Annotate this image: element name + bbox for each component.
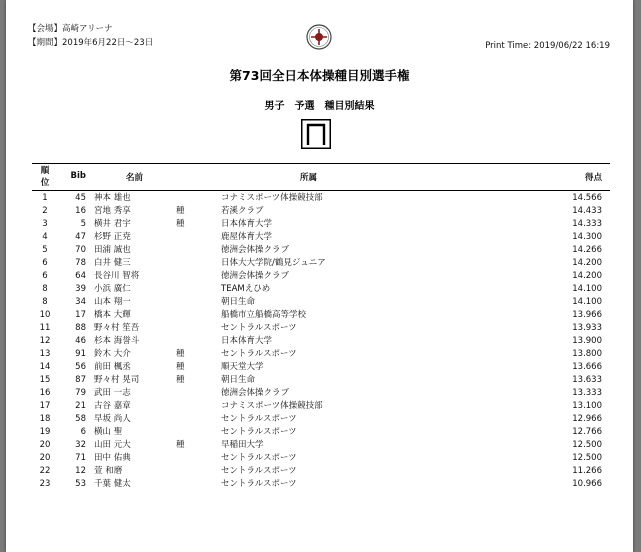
athlete-name: 千葉 健太 (94, 479, 131, 489)
score-cell: 13.900 (572, 336, 602, 346)
rank-header (32, 165, 58, 189)
rank-cell: 6 (42, 271, 48, 281)
score-cell: 14.566 (572, 193, 602, 203)
bib-cell: 78 (75, 258, 86, 268)
team-name: 徳洲会体操クラブ (221, 245, 290, 255)
score-cell: 14.200 (572, 258, 602, 268)
team-name: 日本体育大学 (221, 336, 273, 346)
rank-cell: 12 (39, 336, 51, 346)
bib-cell: 47 (75, 232, 86, 242)
athlete-name: 前田 楓丞 (94, 362, 131, 372)
rank-cell: 10 (39, 310, 51, 320)
rank-cell: 2 (42, 206, 48, 216)
rank-cell: 15 (39, 375, 51, 385)
team-name: TEAMえひめ (221, 284, 271, 294)
athlete-name: 早坂 尚人 (94, 414, 131, 424)
score-cell: 12.966 (572, 414, 602, 424)
page-title: 第73回全日本体操種目別選手権 (229, 68, 410, 83)
table-row (32, 426, 610, 439)
team-name: 船橋市立船橋高等学校 (221, 310, 307, 320)
table-row (32, 244, 610, 257)
athlete-name: 橋本 大輝 (94, 310, 131, 320)
score-cell: 12.766 (572, 427, 602, 437)
team-name: セントラルスポーツ (221, 414, 297, 424)
athlete-name: 小浜 廣仁 (94, 284, 131, 294)
table-row (32, 231, 610, 244)
bib-cell: 64 (75, 271, 86, 281)
table-row (32, 296, 610, 309)
score-cell: 13.933 (572, 323, 602, 333)
table-row (32, 257, 610, 270)
federation-logo-icon (306, 24, 332, 50)
team-name: 徳洲会体操クラブ (221, 388, 290, 398)
team-name: セントラルスポーツ (221, 349, 297, 359)
score-cell: 13.100 (572, 401, 602, 411)
athlete-name: 古谷 嘉章 (94, 401, 131, 411)
table-header (32, 163, 610, 191)
athlete-name: 武田 一志 (94, 388, 131, 398)
event-specialist-mark: 種 (176, 206, 185, 216)
score-cell: 10.966 (572, 479, 602, 489)
rank-cell: 5 (42, 245, 48, 255)
score-cell: 14.266 (572, 245, 602, 255)
rank-cell: 4 (42, 232, 48, 242)
rank-header-line2: 位 (40, 178, 50, 188)
team-name: セントラルスポーツ (221, 427, 297, 437)
results-body (32, 191, 610, 491)
table-row (32, 192, 610, 205)
rank-cell: 6 (42, 258, 48, 268)
rank-cell: 1 (42, 193, 48, 203)
bib-cell: 39 (75, 284, 86, 294)
athlete-name: 宮地 秀享 (94, 206, 131, 216)
athlete-name: 長谷川 智将 (94, 271, 140, 281)
table-row (32, 335, 610, 348)
team-name: セントラルスポーツ (221, 323, 297, 333)
venue-name: 高崎アリーナ (62, 24, 113, 34)
athlete-name: 神本 雄也 (94, 193, 131, 203)
rank-cell: 20 (39, 440, 51, 450)
team-name: 早稲田大学 (221, 440, 264, 450)
results-sheet (6, 0, 633, 552)
rank-cell: 8 (42, 284, 48, 294)
score-cell: 12.500 (572, 453, 602, 463)
table-row (32, 387, 610, 400)
table-row (32, 374, 610, 387)
score-header: 得点 (584, 173, 602, 183)
table-row (32, 322, 610, 335)
bib-cell: 32 (75, 440, 86, 450)
table-row (32, 205, 610, 218)
bib-cell: 17 (75, 310, 86, 320)
team-name: 日本体育大学 (221, 219, 273, 229)
team-name: 朝日生命 (221, 297, 256, 307)
table-row (32, 439, 610, 452)
bib-cell: 56 (75, 362, 86, 372)
event-specialist-mark: 種 (176, 375, 185, 385)
athlete-name: 白井 健三 (94, 258, 131, 268)
rank-cell: 18 (39, 414, 51, 424)
score-cell: 14.200 (572, 271, 602, 281)
bib-cell: 91 (75, 349, 86, 359)
bib-cell: 12 (75, 466, 86, 476)
bib-cell: 58 (75, 414, 86, 424)
team-name: セントラルスポーツ (221, 479, 297, 489)
score-cell: 13.800 (572, 349, 602, 359)
athlete-name: 田浦 誠也 (94, 245, 131, 255)
period-line (28, 36, 153, 50)
score-cell: 13.333 (572, 388, 602, 398)
print-time: Print Time: 2019/06/22 16:19 (485, 41, 610, 51)
score-cell: 13.666 (572, 362, 602, 372)
table-row (32, 478, 610, 491)
event-specialist-mark: 種 (176, 349, 185, 359)
team-name: 日体大大学院/鶴見ジュニア (221, 258, 326, 268)
rank-cell: 13 (39, 349, 51, 359)
rank-cell: 8 (42, 297, 48, 307)
rank-cell: 11 (39, 323, 51, 333)
event-info (28, 22, 153, 50)
team-name: 鹿屋体育大学 (221, 232, 273, 242)
team-name: 朝日生命 (221, 375, 256, 385)
athlete-name: 山本 翔一 (94, 297, 131, 307)
page-subtitle: 男子 予選 種目別結果 (264, 101, 375, 112)
athlete-name: 野々村 笙吾 (94, 323, 140, 333)
bib-header: Bib (70, 171, 86, 181)
bib-cell: 21 (75, 401, 86, 411)
rank-cell: 19 (39, 427, 51, 437)
rank-cell: 20 (39, 453, 51, 463)
table-row (32, 309, 610, 322)
athlete-name: 杉野 正尭 (94, 232, 131, 242)
event-specialist-mark: 種 (176, 219, 185, 229)
rank-cell: 23 (39, 479, 51, 489)
table-row (32, 361, 610, 374)
athlete-name: 山田 元大 (94, 440, 131, 450)
results-table (32, 163, 610, 491)
event-specialist-mark: 種 (176, 440, 185, 450)
high-bar-apparatus-icon (301, 119, 331, 149)
athlete-name: 杉本 海誉斗 (94, 336, 140, 346)
rank-cell: 16 (39, 388, 51, 398)
score-cell: 12.500 (572, 440, 602, 450)
score-cell: 11.266 (572, 466, 602, 476)
athlete-name: 横山 聖 (94, 427, 123, 437)
rank-cell: 3 (42, 219, 48, 229)
bib-cell: 16 (75, 206, 86, 216)
period-dates: 2019年6月22日～23日 (62, 38, 154, 48)
team-name: 徳洲会体操クラブ (221, 271, 290, 281)
table-row (32, 452, 610, 465)
venue-label: 【会場】 (28, 24, 63, 34)
table-row (32, 283, 610, 296)
venue-line (28, 22, 153, 36)
bib-cell: 46 (75, 336, 86, 346)
bib-cell: 34 (75, 297, 86, 307)
bib-cell: 6 (80, 427, 86, 437)
team-name: 若溪クラブ (221, 206, 264, 216)
table-row (32, 348, 610, 361)
rank-cell: 17 (39, 401, 51, 411)
table-row (32, 218, 610, 231)
rank-cell: 22 (39, 466, 51, 476)
team-name: 順天堂大学 (221, 362, 264, 372)
athlete-name: 野々村 晃司 (94, 375, 140, 385)
table-row (32, 465, 610, 478)
bib-cell: 79 (75, 388, 86, 398)
bib-cell: 53 (75, 479, 86, 489)
score-cell: 14.300 (572, 232, 602, 242)
bib-cell: 88 (75, 323, 86, 333)
team-header: 所属 (300, 173, 318, 183)
athlete-name: 萱 和磨 (94, 466, 123, 476)
athlete-name: 田中 佑典 (94, 453, 131, 463)
team-name: コナミスポーツ体操競技部 (221, 193, 323, 203)
table-row (32, 270, 610, 283)
table-row (32, 413, 610, 426)
event-specialist-mark: 種 (176, 362, 185, 372)
rank-header-line1: 順 (40, 166, 50, 176)
team-name: セントラルスポーツ (221, 466, 297, 476)
bib-cell: 71 (75, 453, 86, 463)
score-cell: 14.433 (572, 206, 602, 216)
score-cell: 14.333 (572, 219, 602, 229)
table-row (32, 400, 610, 413)
name-header: 名前 (126, 173, 144, 183)
bib-cell: 5 (80, 219, 86, 229)
bib-cell: 87 (75, 375, 86, 385)
bib-cell: 70 (75, 245, 86, 255)
team-name: セントラルスポーツ (221, 453, 297, 463)
athlete-name: 横井 君宇 (94, 219, 131, 229)
team-name: コナミスポーツ体操競技部 (221, 401, 323, 411)
bib-cell: 45 (75, 193, 86, 203)
period-label: 【期間】 (28, 38, 63, 48)
score-cell: 13.966 (572, 310, 602, 320)
athlete-name: 鈴木 大介 (94, 349, 131, 359)
rank-cell: 14 (39, 362, 51, 372)
score-cell: 13.633 (572, 375, 602, 385)
score-cell: 14.100 (572, 297, 602, 307)
score-cell: 14.100 (572, 284, 602, 294)
